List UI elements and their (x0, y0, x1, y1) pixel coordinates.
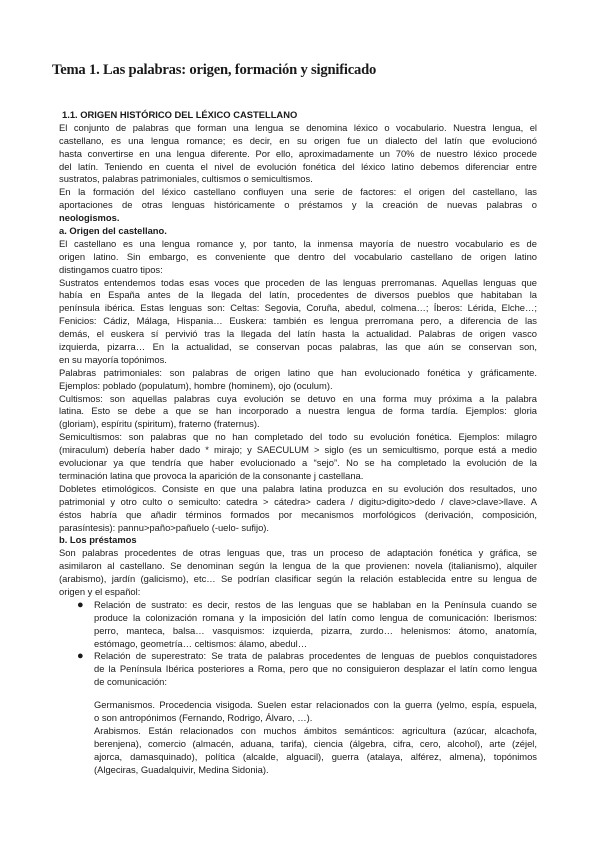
list-item (59, 650, 537, 689)
paragraph-line: o son antropónimos (Fernando, Rodrigo, Álvaro, …). (94, 711, 313, 723)
bullet-icon: ● (77, 650, 84, 663)
paragraph-line: Dobletes etimológicos. Consiste en que una palabra latina produzca en su evolución dos resultados, uno (59, 482, 537, 494)
paragraph-line: izquierda, pizarra… En la actualidad, se conservan pocas palabras, las que aún se conservan son, (59, 341, 537, 353)
list-item-line: perro, manteca, balsa… vasquismos: izquierda, pizarra, zurdo… helenismos: átomo, anatomía, (94, 624, 537, 636)
paragraph-line: en su mayoría topónimos. (59, 353, 167, 365)
paragraph-line: Son palabras procedentes de otras lenguas que, tras un proceso de adaptación fonética y gráfica, se (59, 547, 537, 559)
list-item-line: estómago, geometría… celtismos: álamo, abedul… (94, 637, 308, 649)
paragraph-line: (gloriam), espíritu (spiritum), fraterno (fraternus). (59, 418, 260, 430)
paragraph-line: El castellano es una lengua romance y, por tanto, la inmensa mayoría de nuestro vocabulario es de (59, 237, 537, 249)
paragraph-line: origen latino. Sin embargo, es conveniente que dentro del vocabulario castellano de origen latino (59, 250, 537, 262)
document-body (59, 109, 537, 776)
paragraph-line: ajorca, damasquinado), política (alcalde, alguacil), guerra (atalaya, alférez, almena), topónimos (94, 750, 537, 762)
paragraph-line: demás, el euskera sí pervivió tras la llegada del latín hasta la actualidad. Palabras de origen vasco (59, 328, 537, 340)
list-item-line: produce la colonización romana y la imposición del latín como lengua de comunicación: Iberismos: (94, 611, 537, 623)
sub-paragraph (59, 699, 537, 776)
paragraph-line: éstos habría que añadir términos formados por mecanismos morfológicos (derivación, composición, (59, 508, 537, 520)
paragraph-line: latina. Esto se debe a que se han incorporado a nuestra lengua de forma tardía. Ejemplos: gloria (59, 405, 537, 417)
paragraph-line: asimilaron al castellano. Se denominan según la lengua de la que provienen: novela (italianismo), alquiler (59, 560, 537, 572)
paragraph-line: patrimonial y otro culto o semiculto: catedra > cátedra> cadera / digitu>digito>dedo / clave>clave>llave. A (59, 495, 537, 507)
paragraph-line: aportaciones de otras lenguas históricamente o préstamos y la creación de nuevas palabras o (59, 199, 537, 211)
paragraph-line: (miraculum) debería haber dado * mirajo; y SAECULUM > siglo (es un semicultismo, porque está a medio (59, 444, 537, 456)
paragraph-line: Sustratos entendemos todas esas voces que proceden de las lenguas prerromanas. Aquellas lenguas que (59, 276, 537, 288)
paragraph-line: origen y el español: (59, 585, 141, 597)
list-item-line: de comunicación: (94, 676, 167, 688)
list-item (59, 599, 537, 651)
paragraph-line: hasta convertirse en una lengua diferente. Por ello, aproximadamente un 70% de nuestro léxico procede (59, 147, 537, 159)
list-item-line: Relación de sustrato: es decir, restos de las lenguas que se hablaban en la Península cuando se (94, 598, 537, 610)
paragraph-line: Germanismos. Procedencia visigoda. Suelen estar relacionados con la guerra (yelmo, espía, espuela, (94, 699, 537, 711)
paragraph-line: En la formación del léxico castellano confluyen una serie de factores: el origen del castellano, las (59, 186, 537, 198)
paragraph-line: neologismos. (59, 212, 120, 224)
bullet-icon: ● (77, 598, 84, 611)
paragraph-line: (Algeciras, Guadalquivir, Medina Sidonia). (94, 763, 269, 775)
section-heading: b. Los préstamos (59, 534, 137, 546)
paragraph-line: sustratos, palabras patrimoniales, cultismos o semicultismos. (59, 173, 313, 185)
section-heading: a. Origen del castellano. (59, 225, 167, 237)
paragraph-line: Palabras patrimoniales: son palabras de origen latino que han evolucionado fonética y gráficamente. (59, 366, 537, 378)
paragraph-line: castellano, es una lengua romance; es decir, en su origen fue un dialecto del latín que evolucionó (59, 134, 537, 146)
paragraph-line: Ejemplos: poblado (populatum), hombre (hominem), ojo (oculum). (59, 379, 333, 391)
paragraph-line: Arabismos. Están relacionados con muchos ámbitos semánticos: agricultura (azúcar, alcachofa, (94, 724, 537, 736)
list-item-line: de la Península Ibérica posteriores a Roma, pero que no consiguieron desplazar el latín como lengua (94, 663, 537, 675)
paragraph-line: Fenicios: Cádiz, Málaga, Hispania… Euskera: también es lengua prerromana pero, a diferencia de las (59, 315, 537, 327)
paragraph-line: berenjena), comercio (almacén, aduana, tarifa), ciencia (álgebra, cifra, cero, alcohol), arte (zéjel, (94, 737, 537, 749)
paragraph-line: distingamos cuatro tipos: (59, 263, 163, 275)
paragraph-line: había en España antes de la llegada del latín, procedentes de diversos pueblos que habitaban la (59, 289, 537, 301)
paragraph-line: península ibérica. Estas lenguas son: Celtas: Segovia, Coruña, abedul, colmena…; Íberos: Lérida, Elche…; (59, 302, 537, 314)
paragraph-line: terminación latina que provoca la aparición de la consonante j castellana. (59, 469, 364, 481)
list-item-line: Relación de superestrato: Se trata de palabras procedentes de lenguas de pueblos conquistadores (94, 650, 537, 662)
paragraph-line: El conjunto de palabras que forman una lengua se denomina léxico o vocabulario. Nuestra lengua, el (59, 121, 537, 133)
paragraph-line: Cultismos: son aquellas palabras cuya evolución se detuvo en una forma muy próxima a la palabra (59, 392, 537, 404)
paragraph-line: del latín. Teniendo en cuenta el nivel de evolución fonética del léxico latino debemos diferenciar entre (59, 160, 537, 172)
paragraph-line: Semicultismos: son palabras que no han completado del todo su evolución fonética. Ejemplos: milagro (59, 431, 537, 443)
paragraph-line: (arabismo), jardín (galicismo), etc… Se podrían clasificar según la relación establecida entre su lengua de (59, 573, 537, 585)
page-title: Tema 1. Las palabras: origen, formación y significado (52, 62, 377, 78)
paragraph-line: parasíntesis): pannu>paño>pañuelo (-uelo- sufijo). (59, 521, 270, 533)
paragraph-line: evolucionar ya que tendría que haber evolucionado a “sejo”. No se ha completado la evolución de la (59, 457, 537, 469)
section-heading: 1.1. ORIGEN HISTÓRICO DEL LÉXICO CASTELLANO (62, 109, 298, 120)
